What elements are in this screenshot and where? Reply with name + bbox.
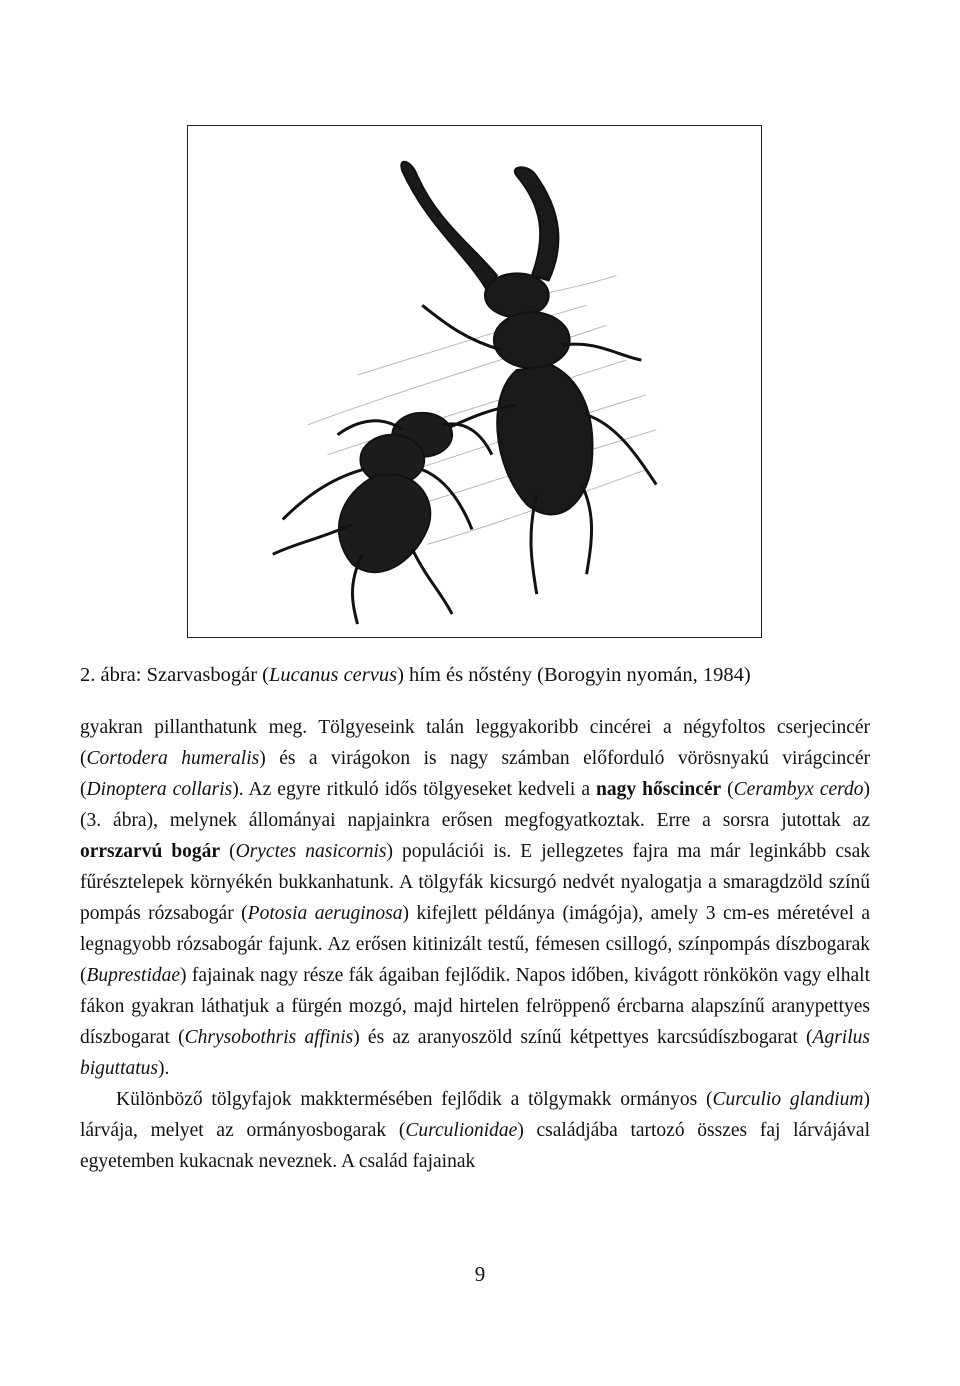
figure-caption: 2. ábra: Szarvasbogár (Lucanus cervus) hím és nőstény (Borogyin nyomán, 1984) bbox=[80, 664, 751, 686]
figure-frame bbox=[187, 125, 762, 638]
paragraph-2: Különböző tölgyfajok makktermésében fejlődik a tölgymakk ormányos (Curculio glandium) lárvája, melyet az ormányosbogarak (Curculionidae) családjába tartozó összes faj lárvájával egyetemben kukacnak neveznek. A család fajainak bbox=[80, 1089, 871, 1172]
stag-beetle-illustration bbox=[188, 126, 761, 637]
male-beetle bbox=[401, 162, 656, 594]
page-number: 9 bbox=[474, 1262, 486, 1286]
female-beetle bbox=[273, 413, 492, 624]
body-text bbox=[80, 712, 870, 1177]
paragraph-1: gyakran pillanthatunk meg. Tölgyeseink talán leggyakoribb cincérei a négyfoltos cserjecincér (Cortodera humeralis) és a virágokon is nagy számban előforduló vörösnyakú virágcincér (Dinoptera collaris). Az egyre ritkuló idős tölgyeseket kedveli a nagy hőscincér (Cerambyx cerdo) (3. ábra), melynek állományai napjainkra erősen megfogyatkoztak. Erre a sorsra jutottak az orrszarvú bogár (Oryctes nasicornis) populációi is. E jellegzetes fajra ma már leginkább csak fűrésztelepek környékén bukkanhatunk. A tölgyfák kicsurgó nedvét nyalogatja a smaragdzöld színű pompás rózsabogár (Potosia aeruginosa) kifejlett példánya (imágója), amely 3 cm-es méretével a legnagyobb rózsabogár fajunk. Az erősen kitinizált testű, fémesen csillogó, színpompás díszbogarak (Buprestidae) fajainak nagy része fák ágaiban fejlődik. Napos időben, kivágott rönkökön vagy elhalt fákon gyakran láthatjuk a fürgén mozgó, majd hirtelen felröppenő ércbarna alapszínű aranypettyes díszbogarat (Chrysobothris affinis) és az aranyoszöld színű kétpettyes karcsúdíszbogarat (Agrilus biguttatus). bbox=[80, 717, 870, 1079]
